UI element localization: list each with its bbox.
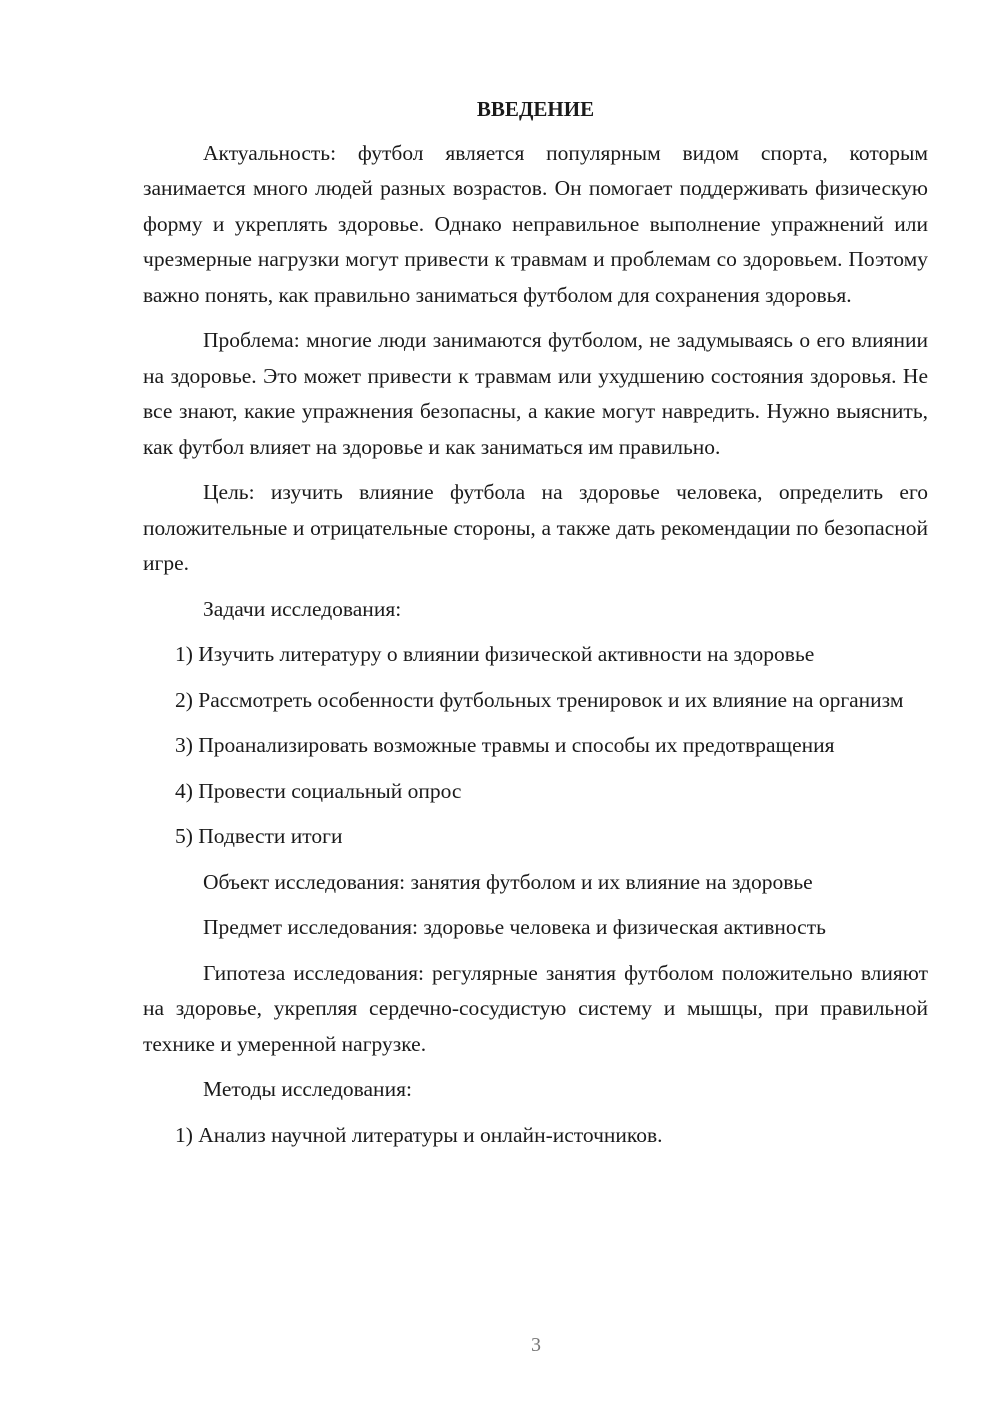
task-item-4: 4) Провести социальный опрос	[175, 778, 462, 803]
subject-paragraph: Предмет исследования: здоровье человека и физическая активность	[203, 915, 826, 939]
task-item-5: 5) Подвести итоги	[175, 824, 343, 848]
task-item-1: 1) Изучить литературу о влиянии физической активности на здоровье	[175, 642, 815, 666]
tasks-heading: Задачи исследования:	[203, 596, 402, 621]
problem-paragraph: Проблема: многие люди занимаются футболом, не задумываясь о его влиянии на здоровье. Это может привести к травмам или ухудшению состояния здоровья. Не все знают, какие упражнения безопасны, а какие могут навредить. Нужно выяснить, как футбол влияет на здоровье и как заниматься им правильно.	[143, 328, 928, 459]
document-title: ВВЕДЕНИЕ	[476, 97, 595, 121]
hypothesis-paragraph: Гипотеза исследования: регулярные занятия футболом положительно влияют на здоровье, укрепляя сердечно-сосудистую систему и мышцы, при правильной технике и умеренной нагрузке.	[143, 960, 928, 1056]
goal-paragraph: Цель: изучить влияние футбола на здоровье человека, определить его положительные и отрицательные стороны, а также дать рекомендации по безопасной игре.	[143, 480, 928, 575]
page-number: 3	[531, 1334, 541, 1356]
task-item-2: 2) Рассмотреть особенности футбольных тренировок и их влияние на организм	[175, 687, 904, 712]
method-item-1: 1) Анализ научной литературы и онлайн-источников.	[175, 1122, 663, 1147]
task-item-3: 3) Проанализировать возможные травмы и способы их предотвращения	[175, 733, 835, 757]
methods-heading: Методы исследования:	[203, 1077, 412, 1101]
relevance-paragraph: Актуальность: футбол является популярным видом спорта, которым занимается много людей разных возрастов. Он помогает поддерживать физическую форму и укреплять здоровье. Однако неправильное выполнение упражнений или чрезмерные нагрузки могут привести к травмам и проблемам со здоровьем. Поэтому важно понять, как правильно заниматься футболом для сохранения здоровья.	[143, 140, 928, 307]
document-page	[143, 92, 928, 1153]
object-paragraph: Объект исследования: занятия футболом и их влияние на здоровье	[203, 869, 813, 894]
